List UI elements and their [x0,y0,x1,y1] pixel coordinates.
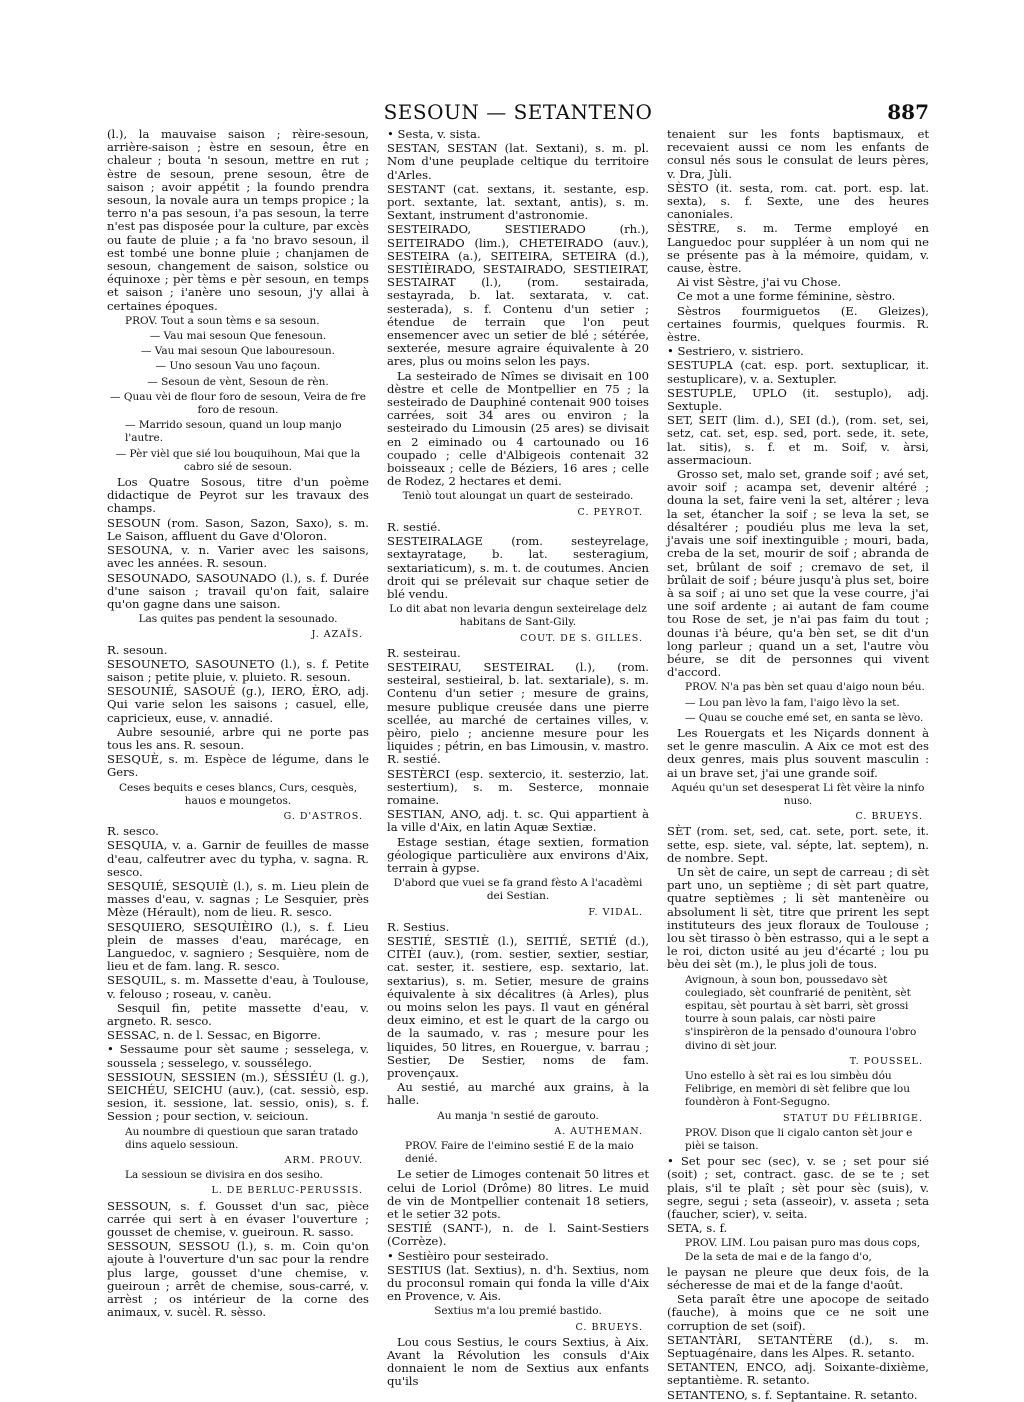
dictionary-entry: SESTEIRALAGE (rom. sesteyrelage, sextayratage, b. lat. sesteragium, sextariaticum), s. m. t. de coutumes. Ancien droit qui se prélevait sur chaque setier de blé vendu. [387,534,649,601]
dictionary-entry: PROV. N'a pas bèn set quau d'aigo noun béu. [685,681,925,694]
dictionary-entry: SETA, s. f. [667,1221,728,1236]
dictionary-entry: (l.), la mauvaise saison ; rèire-sesoun, arrière-saison ; èstre en sesoun, être en chaleur ; bouta 'n sesoun, mettre en rut ; èstre de sesoun, prene sesoun, être de saison ; avoir appétit ; la foundo prendra sesoun, la novale aura un temps propice ; la terro n'a pas sesoun, i'a pas sesoun, la terre n'est pas disposée pour la culture, par excès ou faute de pluie ; a fa 'no bravo sesoun, il est tombé une bonne pluie ; chanjamen de sesoun, changement de saison, solstice ou équinoxe ; pèr tèms e pèr sesoun, en temps et saison ; i'anère uno sesoun, j'y allai à certaines époques. [107,127,369,313]
dictionary-entry: SESSIOUN, SESSIEN (m.), SÉSSIÉU (l. g.), SEICHÉU, SEICHU (auv.), (cat. sessiò, esp. sesion, it. sessione, lat. sessio, onis), s. f. Session ; pour section, v. seicioun. [107,1069,369,1124]
dictionary-entry: • Sessaume pour sèt saume ; sesselega, v. soussela ; sesselego, v. soussélego. [107,1042,369,1070]
dictionary-entry: Ce mot a une forme féminine, sèstro. [677,289,896,304]
dictionary-entry: SESOUNADO, SASOUNADO (l.), s. f. Durée d'une saison ; travail qu'on fait, salaire qu'on gagne dans une saison. [107,570,369,611]
dictionary-entry: Aubre sesounié, arbre qui ne porte pas tous les ans. R. sesoun. [107,724,369,752]
dictionary-entry: SESQUIA, v. a. Garnir de feuilles de masse d'eau, calfeutrer avec du typha, v. sagna. R. sesco. [107,838,369,879]
dictionary-entry: R. sestié. [387,519,441,534]
dictionary-entry: PROV. Faire de l'eimino sestié E de la maio denié. [405,1140,634,1166]
dictionary-entry: Le setier de Limoges contenait 50 litres et celui de Loriol (Drôme) 80 litres. Le muid de vin de Montpellier contenait 18 setiers, et le setier 32 pots. [387,1167,649,1222]
dictionary-entry: R. sesco. [107,824,159,839]
dictionary-entry: Sextius m'a lou premié bastido. [434,1305,602,1318]
dictionary-entry: Los Quatre Sosous, titre d'un poème didactique de Peyrot sur les travaux des champs. [107,475,369,516]
dictionary-entry: SETANTEN, ENCO, adj. Soixante-dixième, septantième. R. setanto. [667,1360,929,1388]
dictionary-entry: SESSOUN, s. f. Gousset d'un sac, pièce carrée qui sert à en évaser l'ouverture ; gousset de chemise, v. gueiroun. R. sasso. [107,1198,369,1240]
dictionary-entry: Sèstros fourmiguetos (E. Gleizes), certaines fourmis, quelques fourmis. R. èstre. [667,303,929,345]
dictionary-entry: • Sestriero, v. sistriero. [667,344,804,359]
dictionary-entry: Uno estello à sèt rai es lou simbèu dóu Felibrige, en memòri di sèt felibre que lou foundèron à Font-Segugno. [685,1070,910,1109]
dictionary-entry: — Vau mai sesoun Que fenesoun. [149,330,327,343]
dictionary-entry: SESOUNIÉ, SASOUÉ (g.), IERO, ÈRO, adj. Qui varie selon les saisons ; casuel, elle, capricieux, euse, v. annadié. [107,684,369,725]
dictionary-entry: SESTUPLE, UPLO (it. sestuplo), adj. Sextuple. [667,385,929,414]
dictionary-entry: La sessioun se divisira en dos sesiho. [125,1169,323,1182]
dictionary-entry: • Set pour sec (sec), v. se ; set pour sié (soit) ; set, contract. gasc. de se te ; set plais, s'il te plaît ; sèt pour sèc (suis), v. segre, segui ; seta (asseoir), v. asseta ; seta (faucher, scier), v. seita. [667,1154,929,1222]
dictionary-entry: SESTANT (cat. sextans, it. sestante, esp. port. sextante, lat. sextant, antis), s. m. Sextant, instrument d'astronomie. [387,181,649,223]
dictionary-entry: J. AZAÏS. [311,629,363,641]
dictionary-entry: Seta paraît être une apocope de seitado (fauche), à moins que ce ne soit une corruption de set (soif). [667,1292,929,1333]
dictionary-entry: SESOUN (rom. Sason, Sazon, Saxo), s. m. Le Saison, affluent du Gave d'Oloron. [107,515,369,543]
dictionary-entry: • Sestièiro pour sesteirado. [387,1248,549,1263]
dictionary-entry: A. AUTHEMAN. [554,1125,643,1137]
dictionary-entry: SÈSTO (it. sesta, rom. cat. port. esp. lat. sexta), s. f. Sexte, une des heures canoniales. [667,180,929,222]
dictionary-entry: SETANTÀRI, SETANTÈRE (d.), s. m. Septuagénaire, dans les Alpes. R. setanto. [667,1332,929,1361]
dictionary-entry: — Sesoun de vènt, Sesoun de rèn. [147,375,329,388]
dictionary-entry: Aquéu qu'un set desesperat Li fèt vèire la ninfo nuso. [671,781,925,807]
dictionary-entry: C. BRUEYS. [575,1321,643,1333]
dictionary-entry: SESOUNA, v. n. Varier avec les saisons, avec les années. R. sesoun. [107,543,369,571]
dictionary-entry: SÈT (rom. set, sed, cat. sete, port. sete, it. sette, esp. siete, val. sépte, lat. septem), n. de nombre. Sept. [667,824,929,865]
dictionary-entry: SETANTENO, s. f. Septantaine. R. setanto. [667,1387,918,1402]
dictionary-entry: Avignoun, à soun bon, poussedavo sèt coulegiado, sèt counfrarié de penitènt, sèt espitau, sèt pourtau à sèt barri, sèt grossi tourre à soun palais, car nòsti paire s'inspirèron de la pensado d'ounoura l'obro divino di sèt jour. [685,973,917,1052]
dictionary-entry: SESTIÉ, SESTIÈ (l.), SEITIÉ, SETIÉ (d.), CITÈI (auv.), (rom. sestier, sextier, sestiar, cat. sester, it. sestiere, esp. sextario, lat. sextarius), s. m. Setier, mesure de grains équivalente à six décalitres (à Arles), plus ou moins selon les pays. Il vaut en général deux eimino, et est le quart de la cargo ou de la saumado, v. ras ; mesure pour les liquides, 50 litres, en Rouergue, v. barrau ; Sestier, De Sestier, noms de fam. provençaux. [387,933,649,1081]
column-middle [387,127,649,1389]
dictionary-entry: — Marrido sesoun, quand un loup manjo l'autre. [125,419,342,445]
dictionary-entry: SESTAN, SESTAN (lat. Sextani), s. m. pl. Nom d'une peuplade celtique du territoire d'Arles. [387,141,649,182]
dictionary-entry: D'abord que vuei se fa grand fèsto A l'acadèmi dei Sestian. [393,877,643,903]
dictionary-entry: — Uno sesoun Vau uno façoun. [155,360,321,373]
dictionary-entry: Ceses bequits e ceses blancs, Curs, cesquès, hauos e moungetos. [118,781,358,807]
dictionary-entry: R. sesoun. [107,642,168,657]
dictionary-entry: PROV. Dison que li cigalo canton sèt jour e pièi se taison. [685,1126,913,1153]
dictionary-entry: Lou cous Sestius, le cours Sextius, à Aix. Avant la Révolution les consuls d'Aix donnaient le nom de Sextius aux enfants qu'ils [387,1334,649,1389]
dictionary-entry: Teniò tout aloungat un quart de sesteirado. [402,490,634,503]
dictionary-entry: SESTIÉ (SANT-), n. de l. Saint-Sestiers (Corrèze). [387,1221,649,1249]
dictionary-entry: G. D'ASTROS. [283,810,363,822]
text-columns [107,127,929,1402]
dictionary-entry: SESSOUN, SESSOU (l.), s. m. Coin qu'on ajoute à l'ouverture d'un sac pour la rendre plus large, gousset d'une chemise, v. gueiroun ; arrêt de chemise, sous-carré, v. arrèst ; os intérieur de la corne des animaux, v. sucèl. R. sèsso. [107,1239,369,1320]
dictionary-entry: — Lou pan lèvo la fam, l'aigo lèvo la set. [685,696,900,709]
dictionary-entry: STATUT DU FÉLIBRIGE. [782,1112,923,1124]
dictionary-entry: Ai vist Sèstre, j'ai vu Chose. [677,275,842,290]
column-left [107,127,369,1320]
dictionary-entry: SESQUIÉ, SESQUIÈ (l.), s. m. Lieu plein de masses d'eau, v. sagnas ; Le Sesquier, près Mèze (Hérault), nom de lieu. R. sesco. [107,878,369,920]
page-header [107,100,929,126]
dictionary-entry: Au noumbre di questioun que saran tratado dins aquelo sessioun. [125,1125,359,1151]
dictionary-entry: La sesteirado de Nîmes se divisait en 100 dèstre et celle de Montpellier en 75 ; la sesteirado de Dauphiné contenait 900 toises carrées, soit 34 ares ou environ ; la sesteirado du Limousin (25 ares) se divisait en 2 eiminado ou 4 cartounado ou 16 coupado ; celle d'Albigeois contenait 32 boisseaux ; celle de Béziers, 16 ares ; celle de Rodez, 2 hectares et demi. [387,368,649,489]
dictionary-entry: SESTEIRADO, SESTIERADO (rh.), SEITEIRADO (lim.), CHETEIRADO (auv.), SESTEIRA (a.), SEITEIRA, SETEIRA (d.), SESTIÈIRADO, SESTAIRADO, SESTIEIRAT, SESTAIRAT (l.), (rom. sestairada, sestayrada, b. lat. sextarata, v. cat. sesterada), s. f. Contenu d'un setier ; étendue de terrain que l'on peut ensemencer avec un setier de blé ; sétérée, sexterée, mesure agraire équivalente à 20 ares, plus ou moins selon les pays. [387,222,649,369]
dictionary-entry: COUT. DE S. GILLES. [520,632,643,644]
dictionary-entry: C. PEYROT. [577,506,643,518]
dictionary-entry: SESSAC, n. de l. Sessac, en Bigorre. [107,1028,321,1043]
dictionary-entry: — Quau vèi de flour foro de sesoun, Veira de fre foro de resoun. [110,390,366,417]
dictionary-entry: SESQUIL, s. m. Massette d'eau, à Toulouse, v. felouso ; roseau, v. canèu. [107,973,369,1001]
dictionary-entry: Les Rouergats et les Niçards donnent à set le genre masculin. A Aix ce mot est des deux genres, mais plus souvent masculin : ai un brave set, j'ai une grande soif. [667,725,929,780]
column-right [667,127,929,1402]
dictionary-entry: Un sèt de caire, un sept de carreau ; di sèt part uno, un septième ; di sèt part quatre, quatre septièmes ; li sèt mantenèire ou absolument li sèt, titre que prirent les sept instituteurs des jeux floraux de Toulouse ; lou sèt tirasso ò bèn estrasso, qui a le sept a le roi, dicton usité au jeu d'écarté ; lou pu bèu dei sèt (m.), le plus joli de tous. [667,864,929,972]
dictionary-entry: Au manja 'n sestié de garouto. [437,1109,599,1122]
dictionary-entry: SET, SEIT (lim. d.), SEI (d.), (rom. set, sei, setz, cat. set, esp. sed, port. sede, it. sete, lat. sitis), s. f. et m. Soif, v. àrsi, assermacioun. [667,413,929,467]
dictionary-entry: SESTIUS (lat. Sextius), n. d'h. Sextius, nom du proconsul romain qui fonda la ville d'Aix en Provence, v. Ais. [387,1262,649,1304]
dictionary-entry: ARM. PROUV. [284,1155,363,1167]
running-title: SESOUN — SETANTENO [383,100,653,124]
dictionary-entry: L. DE BERLUC-PERUSSIS. [211,1185,363,1197]
dictionary-entry: SESOUNETO, SASOUNETO (l.), s. f. Petite saison ; petite pluie, v. pluieto. R. sesoun. [107,656,369,684]
page-number: 887 [887,100,929,124]
dictionary-entry: SESTEIRAU, SESTEIRAL (l.), (rom. sesteiral, sestieiral, b. lat. sextariale), s. m. Contenu d'un setier ; mesure de grains, mesure publique creusée dans une pierre scellée, au marché de certaines villes, v. pèiro, pielo ; ancienne mesure pour les liquides ; pétrin, en bas Limousin, v. mastro. R. sestié. [387,659,649,767]
dictionary-entry: • Sesta, v. sista. [387,127,481,141]
dictionary-entry: PROV. Tout a soun tèms e sa sesoun. [125,314,320,327]
dictionary-entry: SÈSTRE, s. m. Terme employé en Languedoc pour suppléer à un nom qui ne se présente pas à la mémoire, quidam, v. cause, èstre. [667,221,929,276]
dictionary-entry: SESTIAN, ANO, adj. t. sc. Qui appartient à la ville d'Aix, en latin Aquæ Sextiæ. [387,807,649,835]
dictionary-entry: Las quites pas pendent la sesounado. [138,613,338,626]
dictionary-entry: Estage sestian, étage sextien, formation géologique particulière aux environs d'Aix, terrain à gypse. [387,834,649,875]
dictionary-entry: SESTUPLA (cat. esp. port. sextuplicar, it. sestuplicare), v. a. Sextupler. [667,358,929,386]
dictionary-entry: F. VIDAL. [588,906,643,918]
dictionary-entry: le paysan ne pleure que deux fois, de la sécheresse de mai et de la fange d'août. [667,1264,929,1293]
dictionary-entry: PROV. LIM. Lou paisan puro mas dous cops, De la seta de mai e de la fango d'o, [685,1237,921,1263]
dictionary-entry: C. BRUEYS. [855,811,923,823]
dictionary-entry: SESTÈRCI (esp. sextercio, it. sesterzio, lat. sestertium), s. m. Sesterce, monnaie romaine. [387,766,649,807]
dictionary-entry: Grosso set, malo set, grande soif ; avé set, avoir soif ; acampa set, devenir altéré ; douna la set, faire veni la set, altérer ; leva la set, étancher la soif ; se leva la set, se désaltérer ; poudiéu plus me leva la set, j'avais une soif inextinguible ; mouri, bada, creba de la set, mourir de soif ; abranda de set, brûlant de soif ; cremavo de set, il brûlait de soif ; béure jusqu'à plus set, boire à sa soif ; ai uno set que la vese courre, j'ai une soif ardente ; ai autant de fam coume tou Rose de set, je n'ai pas faim du tout ; dounas i'à béure, qu'a bèn set, se dit d'un long parleur ; quand un a set, l'autre vòu béure, se dit de personnes qui vivent d'accord. [667,467,929,680]
dictionary-entry: R. sesteirau. [387,645,461,660]
dictionary-entry: tenaient sur les fonts baptismaux, et recevaient aussi ce nom les enfants de consul nés sous le consulat de leurs pères, v. Dra, Jùli. [667,127,929,181]
dictionary-entry: SESQUÈ, s. m. Espèce de légume, dans le Gers. [107,752,369,780]
dictionary-entry: — Quau se couche emé set, en santa se lèvo. [685,711,924,724]
dictionary-entry: Au sestié, au marché aux grains, à la halle. [387,1080,649,1108]
dictionary-entry: T. POUSSEL. [849,1055,923,1067]
dictionary-entry: Sesquil fin, petite massette d'eau, v. argneto. R. sesco. [107,1000,369,1028]
dictionary-entry: Lo dit abat non levaria dengun sexteirelage delz habitans de Sant-Gily. [389,603,647,629]
dictionary-entry: R. Sestius. [387,919,450,934]
dictionary-entry: — Pèr vièl que sié lou bouquihoun, Mai que la cabro sié de sesoun. [115,447,361,473]
dictionary-entry: SESQUIERO, SESQUIÈIRO (l.), s. f. Lieu plein de masses d'eau, marécage, en Languedoc, v. sagniero ; Sesquière, nom de lieu et de fam. lang. R. sesco. [107,919,369,974]
dictionary-entry: — Vau mai sesoun Que labouresoun. [140,345,336,358]
